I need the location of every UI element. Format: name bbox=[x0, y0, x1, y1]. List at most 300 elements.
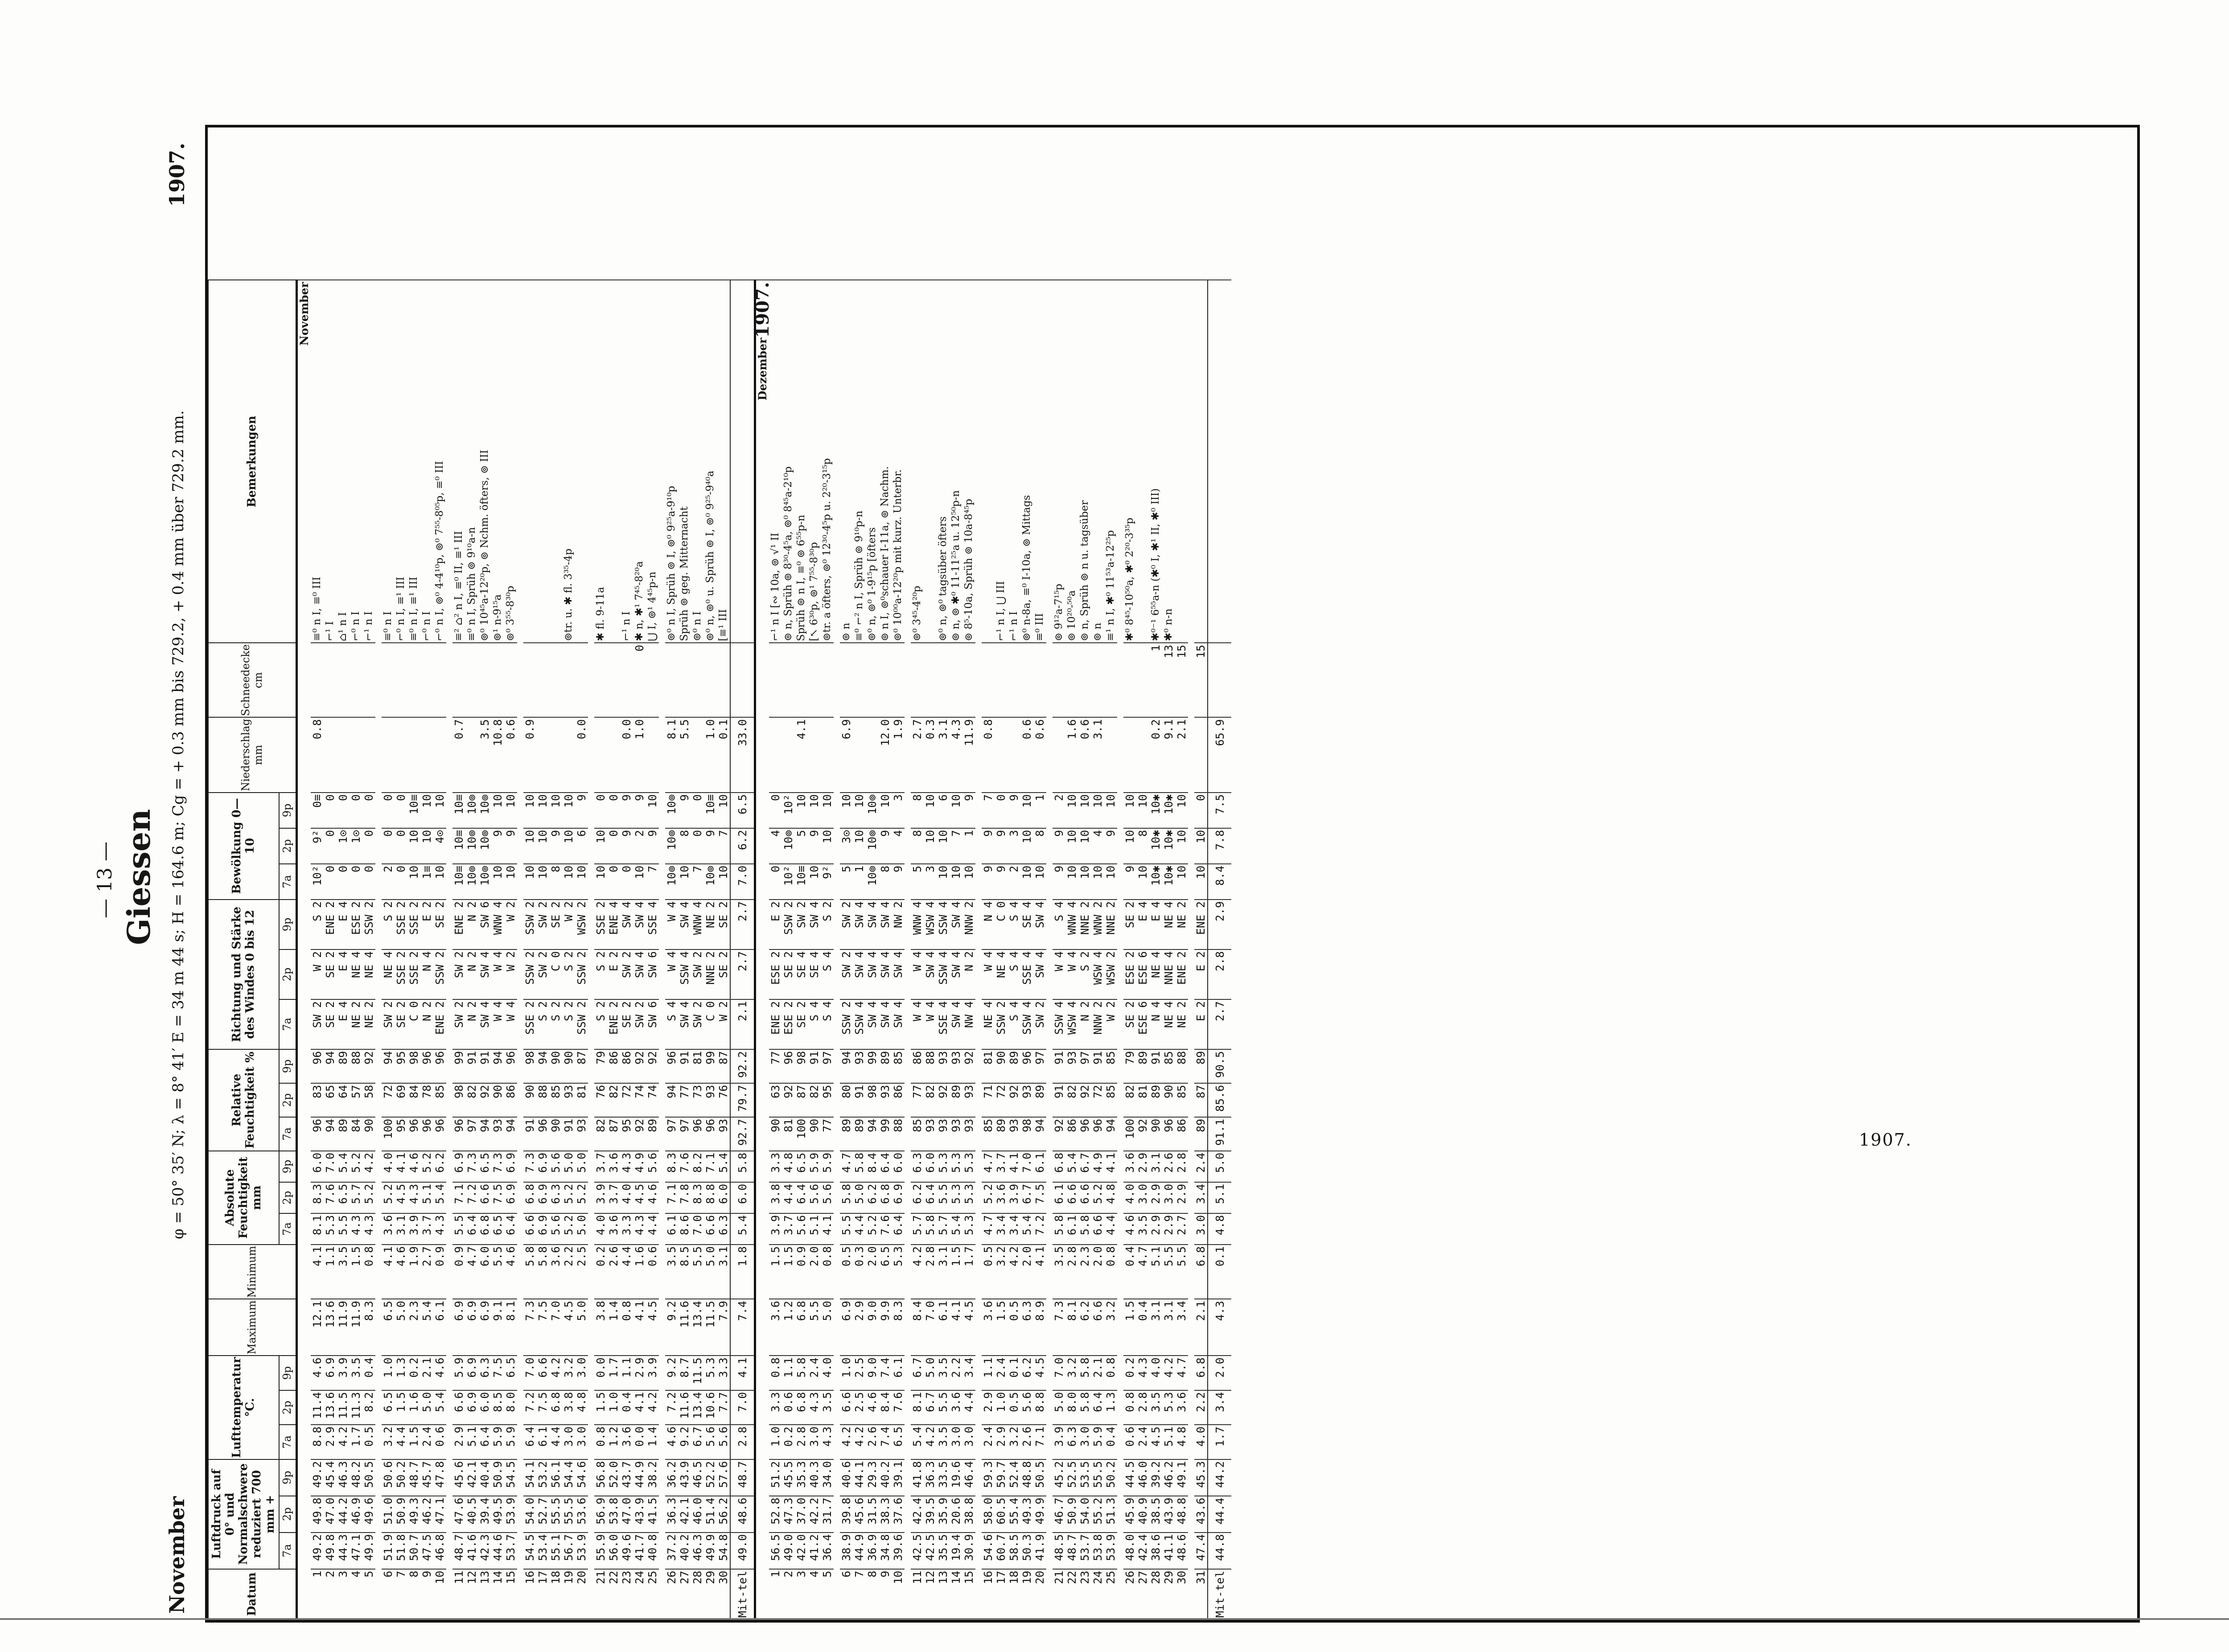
cell-w0: NNW 2 bbox=[1091, 999, 1104, 1049]
cell-t0: 2.6 bbox=[1020, 1425, 1033, 1459]
cell-p2: 52.2 bbox=[704, 1459, 717, 1496]
cell-r1: 90 bbox=[523, 1083, 536, 1117]
cell-a1: 5.2 bbox=[362, 1182, 375, 1213]
cell-bemerkung: ⌐⁰ n I bbox=[420, 280, 433, 643]
cell-w2: S 2 bbox=[821, 900, 834, 949]
row-spacer bbox=[517, 280, 523, 1619]
cell-a0: 3.0 bbox=[1194, 1213, 1208, 1245]
cell-p2: 56.8 bbox=[594, 1459, 607, 1496]
cell-p2: 49.1 bbox=[1175, 1459, 1188, 1496]
cell-b1: 10 bbox=[1194, 828, 1208, 864]
cell-b1: 10⊚ bbox=[478, 828, 491, 864]
cell-b0: 0 bbox=[395, 864, 407, 900]
cell-p0: 35.5 bbox=[937, 1533, 950, 1569]
cell-a2: 4.6 bbox=[407, 1151, 420, 1182]
cell-t0: 5.1 bbox=[465, 1425, 478, 1459]
cell-min: 5.3 bbox=[892, 1245, 905, 1299]
cell-r2: 96 bbox=[433, 1049, 446, 1083]
cell-r2: 94 bbox=[491, 1049, 504, 1083]
cell-day: 21 bbox=[1053, 1569, 1065, 1619]
cell-w0: ENE 2 bbox=[607, 999, 620, 1049]
cell-p1: 51.3 bbox=[1104, 1496, 1117, 1533]
row-spacer bbox=[1117, 280, 1123, 1619]
cell-a0: 4.3 bbox=[633, 1213, 646, 1245]
cell-w2: ENE 2 bbox=[324, 900, 337, 949]
cell-day: 4 bbox=[808, 1569, 821, 1619]
cell-a0: 3.9 bbox=[769, 1213, 782, 1245]
cell-r1: 69 bbox=[395, 1083, 407, 1117]
cell-b0: 10² bbox=[782, 864, 795, 900]
cell-p0: 54.5 bbox=[523, 1533, 536, 1569]
cell-r2: 91 bbox=[808, 1049, 821, 1083]
cell-b2: 0 bbox=[324, 793, 337, 828]
cell-schneedecke bbox=[704, 643, 717, 717]
cell-b0: 10 bbox=[523, 864, 536, 900]
cell-t2: 7.0 bbox=[1053, 1356, 1065, 1390]
cell-bemerkung: ✱⁰ n-n bbox=[1162, 280, 1175, 643]
table-row bbox=[1053, 280, 1065, 1619]
cell-a0: 5.8 bbox=[1078, 1213, 1091, 1245]
cell-day: Mit-tel bbox=[1208, 1569, 1231, 1619]
cell-w2: SW 4 bbox=[633, 900, 646, 949]
cell-b0: 3 bbox=[924, 864, 937, 900]
cell-r2: 97 bbox=[1078, 1049, 1091, 1083]
cell-niederschlag: 0.8 bbox=[982, 717, 995, 792]
cell-max: 7.3 bbox=[523, 1299, 536, 1356]
subhead-wind-t7: 7a bbox=[279, 999, 296, 1049]
cell-r1: 72 bbox=[620, 1083, 633, 1117]
cell-a1: 5.3 bbox=[962, 1182, 975, 1213]
cell-a1: 6.2 bbox=[911, 1182, 924, 1213]
cell-p0: 36.9 bbox=[866, 1533, 879, 1569]
cell-w0: E 2 bbox=[1194, 999, 1208, 1049]
cell-min: 0.8 bbox=[821, 1245, 834, 1299]
cell-niederschlag bbox=[324, 717, 337, 792]
row-spacer bbox=[905, 280, 911, 1619]
cell-w2: 2.9 bbox=[1208, 900, 1231, 949]
cell-w2: WNW 4 bbox=[691, 900, 704, 949]
cell-w1: W 4 bbox=[491, 949, 504, 999]
cell-w1: SW 4 bbox=[924, 949, 937, 999]
cell-p2: 45.7 bbox=[420, 1459, 433, 1496]
table-row bbox=[407, 280, 420, 1619]
cell-b1: 0 bbox=[607, 828, 620, 864]
cell-b2: 0 bbox=[362, 793, 375, 828]
cell-min: 5.5 bbox=[491, 1245, 504, 1299]
cell-w0: SW 2 bbox=[691, 999, 704, 1049]
cell-max: 0.5 bbox=[1008, 1299, 1020, 1356]
cell-r1: 74 bbox=[646, 1083, 659, 1117]
cell-max: 1.2 bbox=[782, 1299, 795, 1356]
cell-t0: 3.9 bbox=[1053, 1425, 1065, 1459]
cell-w0: SE 2 bbox=[324, 999, 337, 1049]
rotated-page bbox=[94, 125, 2153, 1623]
cell-day: 13 bbox=[937, 1569, 950, 1619]
cell-schneedecke: 0 bbox=[633, 643, 646, 717]
cell-schneedecke: 15 bbox=[1194, 643, 1208, 717]
cell-bemerkung: ⌐¹ n I bbox=[620, 280, 633, 643]
cell-t0: 0.2 bbox=[782, 1425, 795, 1459]
cell-max: 3.1 bbox=[1149, 1299, 1162, 1356]
cell-schneedecke bbox=[362, 643, 375, 717]
cell-p0: 56.0 bbox=[607, 1533, 620, 1569]
cell-a1: 6.0 bbox=[730, 1182, 755, 1213]
cell-t1: 8.0 bbox=[504, 1390, 517, 1425]
cell-day: 10 bbox=[433, 1569, 446, 1619]
cell-w2: N 2 bbox=[465, 900, 478, 949]
cell-t1: 10.6 bbox=[704, 1390, 717, 1425]
cell-b0: 8 bbox=[549, 864, 562, 900]
cell-t2: 5.0 bbox=[924, 1356, 937, 1390]
cell-t1: 5.6 bbox=[1020, 1390, 1033, 1425]
cell-w0: ENE 2 bbox=[433, 999, 446, 1049]
cell-r0: 93 bbox=[950, 1117, 962, 1151]
cell-day: 2 bbox=[324, 1569, 337, 1619]
cell-a0: 3.9 bbox=[407, 1213, 420, 1245]
cell-p1: 31.7 bbox=[821, 1496, 834, 1533]
cell-day: 17 bbox=[536, 1569, 549, 1619]
cell-p1: 43.9 bbox=[633, 1496, 646, 1533]
cell-w2: SE 2 bbox=[549, 900, 562, 949]
cell-r0: 89 bbox=[337, 1117, 350, 1151]
cell-a2: 6.5 bbox=[478, 1151, 491, 1182]
cell-t0: 2.9 bbox=[452, 1425, 465, 1459]
cell-w2: SSE 2 bbox=[594, 900, 607, 949]
cell-a0: 6.6 bbox=[704, 1213, 717, 1245]
cell-b2: 10 bbox=[1065, 793, 1078, 828]
cell-max: 7.4 bbox=[730, 1299, 755, 1356]
cell-r1: 85 bbox=[549, 1083, 562, 1117]
cell-r0: 100 bbox=[1123, 1117, 1136, 1151]
cell-b2: 9 bbox=[1008, 793, 1020, 828]
cell-p0: 56.7 bbox=[562, 1533, 575, 1569]
cell-schneedecke bbox=[950, 643, 962, 717]
cell-t1: 6.7 bbox=[924, 1390, 937, 1425]
cell-b1: 10 bbox=[562, 828, 575, 864]
cell-min: 3.1 bbox=[717, 1245, 730, 1299]
table-row bbox=[465, 280, 478, 1619]
cell-min: 5.5 bbox=[691, 1245, 704, 1299]
cell-p0: 49.9 bbox=[704, 1533, 717, 1569]
row-spacer bbox=[446, 280, 452, 1619]
table-row bbox=[911, 280, 924, 1619]
cell-b1: 6.2 bbox=[730, 828, 755, 864]
cell-b1: 10 bbox=[594, 828, 607, 864]
month-label: November bbox=[165, 1496, 189, 1614]
cell-r1: 87 bbox=[795, 1083, 808, 1117]
cell-r1: 93 bbox=[962, 1083, 975, 1117]
cell-p0: 41.2 bbox=[808, 1533, 821, 1569]
cell-r2: 92.2 bbox=[730, 1049, 755, 1083]
cell-b1: 6 bbox=[575, 828, 588, 864]
cell-schneedecke bbox=[691, 643, 704, 717]
cell-a0: 5.7 bbox=[937, 1213, 950, 1245]
cell-t0: 3.0 bbox=[575, 1425, 588, 1459]
cell-a0: 3.1 bbox=[395, 1213, 407, 1245]
cell-p1: 43.9 bbox=[1162, 1496, 1175, 1533]
cell-niederschlag: 0.0 bbox=[620, 717, 633, 792]
cell-t0: 3.0 bbox=[950, 1425, 962, 1459]
cell-a0: 5.1 bbox=[808, 1213, 821, 1245]
cell-r2: 94 bbox=[536, 1049, 549, 1083]
cell-min: 0.6 bbox=[646, 1245, 659, 1299]
cell-max: 3.8 bbox=[594, 1299, 607, 1356]
cell-b0: 10 bbox=[678, 864, 691, 900]
cell-p1: 54.0 bbox=[1078, 1496, 1091, 1533]
cell-b1: 8 bbox=[911, 828, 924, 864]
cell-t2: 1.3 bbox=[395, 1356, 407, 1390]
cell-min: 0.2 bbox=[594, 1245, 607, 1299]
cell-schneedecke bbox=[678, 643, 691, 717]
cell-a1: 3.6 bbox=[995, 1182, 1008, 1213]
cell-a0: 3.6 bbox=[607, 1213, 620, 1245]
cell-p2: 48.8 bbox=[1020, 1459, 1033, 1496]
cell-w2: SW 6 bbox=[478, 900, 491, 949]
cell-p1: 40.5 bbox=[465, 1496, 478, 1533]
cell-bemerkung: ✱⁰ 8⁴⁵-10⁵⁰a, ✱⁰ 2²⁰-3³⁵p bbox=[1123, 280, 1136, 643]
cell-min: 5.8 bbox=[523, 1245, 536, 1299]
cell-r1: 76 bbox=[594, 1083, 607, 1117]
cell-p0: 54.6 bbox=[982, 1533, 995, 1569]
cell-r0: 96 bbox=[704, 1117, 717, 1151]
cell-w0: SW 4 bbox=[950, 999, 962, 1049]
cell-b1: 10⊚ bbox=[782, 828, 795, 864]
cell-max: 1.5 bbox=[995, 1299, 1008, 1356]
cell-a2: 8.3 bbox=[665, 1151, 678, 1182]
cell-b1: 10✱ bbox=[1162, 828, 1175, 864]
cell-w0: S 4 bbox=[1008, 999, 1020, 1049]
cell-p0: 49.0 bbox=[730, 1533, 755, 1569]
cell-p0: 53.9 bbox=[1104, 1533, 1117, 1569]
cell-schneedecke bbox=[840, 643, 853, 717]
table-row bbox=[1065, 280, 1078, 1619]
cell-a2: 4.3 bbox=[620, 1151, 633, 1182]
cell-niederschlag bbox=[691, 717, 704, 792]
cell-bemerkung: ⊚⁰ 10⁰⁰a-12²⁰p mit kurz. Unterbr. bbox=[892, 280, 905, 643]
cell-schneedecke: 13 bbox=[1162, 643, 1175, 717]
cell-w1: S 2 bbox=[562, 949, 575, 999]
cell-w1: NE 4 bbox=[350, 949, 362, 999]
cell-p1: 42.2 bbox=[808, 1496, 821, 1533]
cell-b2: 10 bbox=[420, 793, 433, 828]
cell-r2: 99 bbox=[704, 1049, 717, 1083]
cell-t2: 1.0 bbox=[840, 1356, 853, 1390]
cell-r2: 94 bbox=[324, 1049, 337, 1083]
cell-p1: 52.8 bbox=[769, 1496, 782, 1533]
cell-w1: E 2 bbox=[607, 949, 620, 999]
cell-b0: 10⊚ bbox=[704, 864, 717, 900]
cell-t2: 6.6 bbox=[536, 1356, 549, 1390]
cell-a1: 6.7 bbox=[1020, 1182, 1033, 1213]
cell-b2: 10≡ bbox=[704, 793, 717, 828]
cell-t2: 6.9 bbox=[465, 1356, 478, 1390]
cell-r2: 79 bbox=[1123, 1049, 1136, 1083]
cell-p0: 44.9 bbox=[853, 1533, 866, 1569]
cell-b0: 10 bbox=[407, 864, 420, 900]
cell-a2: 8.4 bbox=[866, 1151, 879, 1182]
cell-w1: SW 4 bbox=[1033, 949, 1046, 999]
cell-p2: 56.1 bbox=[549, 1459, 562, 1496]
cell-r1: 88 bbox=[536, 1083, 549, 1117]
cell-b1: 4⊙ bbox=[433, 828, 446, 864]
cell-t2: 6.8 bbox=[1194, 1356, 1208, 1390]
cell-a1: 5.6 bbox=[808, 1182, 821, 1213]
cell-b1: 2 bbox=[633, 828, 646, 864]
cell-a1: 6.8 bbox=[523, 1182, 536, 1213]
subhead-wind-t2: 2p bbox=[279, 949, 296, 999]
cell-p1: 50.9 bbox=[1065, 1496, 1078, 1533]
cell-niederschlag bbox=[395, 717, 407, 792]
cell-b1: 9 bbox=[995, 828, 1008, 864]
cell-t0: 3.6 bbox=[620, 1425, 633, 1459]
cell-day: 26 bbox=[665, 1569, 678, 1619]
cell-p2: 50.5 bbox=[1033, 1459, 1046, 1496]
cell-t1: 6.6 bbox=[452, 1390, 465, 1425]
mittel-row bbox=[1208, 280, 1231, 1619]
cell-b2: 10≡ bbox=[407, 793, 420, 828]
cell-a1: 5.2 bbox=[562, 1182, 575, 1213]
cell-b1: 10 bbox=[407, 828, 420, 864]
cell-b0: 9² bbox=[821, 864, 834, 900]
cell-t2: 0.8 bbox=[769, 1356, 782, 1390]
cell-w0: N 2 bbox=[420, 999, 433, 1049]
cell-min: 1.5 bbox=[950, 1245, 962, 1299]
cell-max: 11.5 bbox=[704, 1299, 717, 1356]
cell-niederschlag: 0.6 bbox=[1020, 717, 1033, 792]
subhead-wind-t9: 9p bbox=[279, 900, 296, 949]
table-row bbox=[782, 280, 795, 1619]
cell-p0: 40.8 bbox=[646, 1533, 659, 1569]
cell-a1: 6.4 bbox=[795, 1182, 808, 1213]
table-row bbox=[633, 280, 646, 1619]
cell-r1: 72 bbox=[382, 1083, 395, 1117]
cell-bemerkung: ⌐¹ n I bbox=[1008, 280, 1020, 643]
cell-t0: 2.9 bbox=[995, 1425, 1008, 1459]
cell-w1: N 4 bbox=[420, 949, 433, 999]
cell-bemerkung: ≡⁰ n I, ≡¹ III bbox=[407, 280, 420, 643]
cell-schneedecke bbox=[1078, 643, 1091, 717]
cell-t0: 6.5 bbox=[892, 1425, 905, 1459]
cell-t1: 1.6 bbox=[407, 1390, 420, 1425]
cell-day: 11 bbox=[911, 1569, 924, 1619]
cell-a1: 5.2 bbox=[382, 1182, 395, 1213]
table-row bbox=[866, 280, 879, 1619]
cell-niederschlag bbox=[1008, 717, 1020, 792]
cell-max: 6.1 bbox=[937, 1299, 950, 1356]
cell-w0: SW 2 bbox=[311, 999, 324, 1049]
cell-p1: 51.4 bbox=[704, 1496, 717, 1533]
cell-w0: ESE 2 bbox=[782, 999, 795, 1049]
cell-r1: 92 bbox=[937, 1083, 950, 1117]
cell-p1: 46.2 bbox=[420, 1496, 433, 1533]
cell-schneedecke bbox=[1053, 643, 1065, 717]
cell-p2: 52.5 bbox=[1065, 1459, 1078, 1496]
cell-a2: 3.6 bbox=[1123, 1151, 1136, 1182]
cell-p2: 36.2 bbox=[665, 1459, 678, 1496]
subhead-luftdruck-t7: 7a bbox=[279, 1533, 296, 1569]
cell-t2: 2.2 bbox=[950, 1356, 962, 1390]
cell-niederschlag: 12.0 bbox=[879, 717, 892, 792]
cell-niederschlag bbox=[1123, 717, 1136, 792]
cell-b0: 10 bbox=[1104, 864, 1117, 900]
cell-r2: 89 bbox=[879, 1049, 892, 1083]
cell-p0: 42.5 bbox=[911, 1533, 924, 1569]
cell-t2: 0.2 bbox=[407, 1356, 420, 1390]
cell-w2: SSE 2 bbox=[395, 900, 407, 949]
table-row bbox=[1123, 280, 1136, 1619]
cell-a0: 6.5 bbox=[491, 1213, 504, 1245]
cell-t0: 2.4 bbox=[1136, 1425, 1149, 1459]
cell-w0: NE 2 bbox=[362, 999, 375, 1049]
cell-p0: 41.1 bbox=[1162, 1533, 1175, 1569]
table-row bbox=[924, 280, 937, 1619]
cell-t2: 2.1 bbox=[1091, 1356, 1104, 1390]
cell-t2: 4.1 bbox=[730, 1356, 755, 1390]
cell-w1: SW 4 bbox=[853, 949, 866, 999]
cell-bemerkung: ⊚⁰ 3⁴⁵-4²⁰p bbox=[911, 280, 924, 643]
cell-schneedecke bbox=[853, 643, 866, 717]
cell-a2: 5.4 bbox=[337, 1151, 350, 1182]
cell-max: 1.4 bbox=[607, 1299, 620, 1356]
cell-niederschlag: 5.5 bbox=[678, 717, 691, 792]
cell-w1: SW 4 bbox=[879, 949, 892, 999]
cell-schneedecke bbox=[1020, 643, 1033, 717]
cell-max: 6.9 bbox=[465, 1299, 478, 1356]
cell-r0: 97 bbox=[665, 1117, 678, 1151]
cell-a1: 2.9 bbox=[1149, 1182, 1162, 1213]
cell-w1: ENE 2 bbox=[1175, 949, 1188, 999]
cell-p2: 59.7 bbox=[995, 1459, 1008, 1496]
cell-max: 8.3 bbox=[362, 1299, 375, 1356]
cell-a2: 5.4 bbox=[1065, 1151, 1078, 1182]
cell-b1: 3 bbox=[1008, 828, 1020, 864]
cell-niederschlag bbox=[866, 717, 879, 792]
cell-niederschlag bbox=[1104, 717, 1117, 792]
cell-w2: ENE 2 bbox=[1194, 900, 1208, 949]
cell-t2: 6.7 bbox=[911, 1356, 924, 1390]
col-niederschlag: Niederschlag mm bbox=[208, 717, 297, 792]
cell-t1: 11.6 bbox=[678, 1390, 691, 1425]
cell-b2: 9 bbox=[620, 793, 633, 828]
cell-a1: 6.4 bbox=[924, 1182, 937, 1213]
cell-r1: 71 bbox=[982, 1083, 995, 1117]
cell-w0: W 4 bbox=[911, 999, 924, 1049]
cell-r0: 77 bbox=[821, 1117, 834, 1151]
cell-a0: 6.3 bbox=[717, 1213, 730, 1245]
cell-t0: 0.6 bbox=[433, 1425, 446, 1459]
cell-b1: 9 bbox=[620, 828, 633, 864]
cell-w0: SE 2 bbox=[1123, 999, 1136, 1049]
cell-w1: S 4 bbox=[821, 949, 834, 999]
cell-niederschlag: 8.1 bbox=[665, 717, 678, 792]
cell-r2: 96 bbox=[782, 1049, 795, 1083]
cell-r2: 81 bbox=[982, 1049, 995, 1083]
section-header bbox=[297, 280, 311, 1619]
cell-day: 15 bbox=[962, 1569, 975, 1619]
cell-w1: W 2 bbox=[311, 949, 324, 999]
cell-a2: 4.9 bbox=[1091, 1151, 1104, 1182]
cell-b0: 1 bbox=[853, 864, 866, 900]
cell-t0: 2.8 bbox=[795, 1425, 808, 1459]
cell-b2: 10 bbox=[1078, 793, 1091, 828]
cell-a2: 7.6 bbox=[678, 1151, 691, 1182]
cell-p2: 45.4 bbox=[324, 1459, 337, 1496]
cell-t0: 5.9 bbox=[491, 1425, 504, 1459]
cell-schneedecke bbox=[1104, 643, 1117, 717]
table-row bbox=[311, 280, 324, 1619]
cell-day: 29 bbox=[704, 1569, 717, 1619]
cell-p1: 49.5 bbox=[491, 1496, 504, 1533]
